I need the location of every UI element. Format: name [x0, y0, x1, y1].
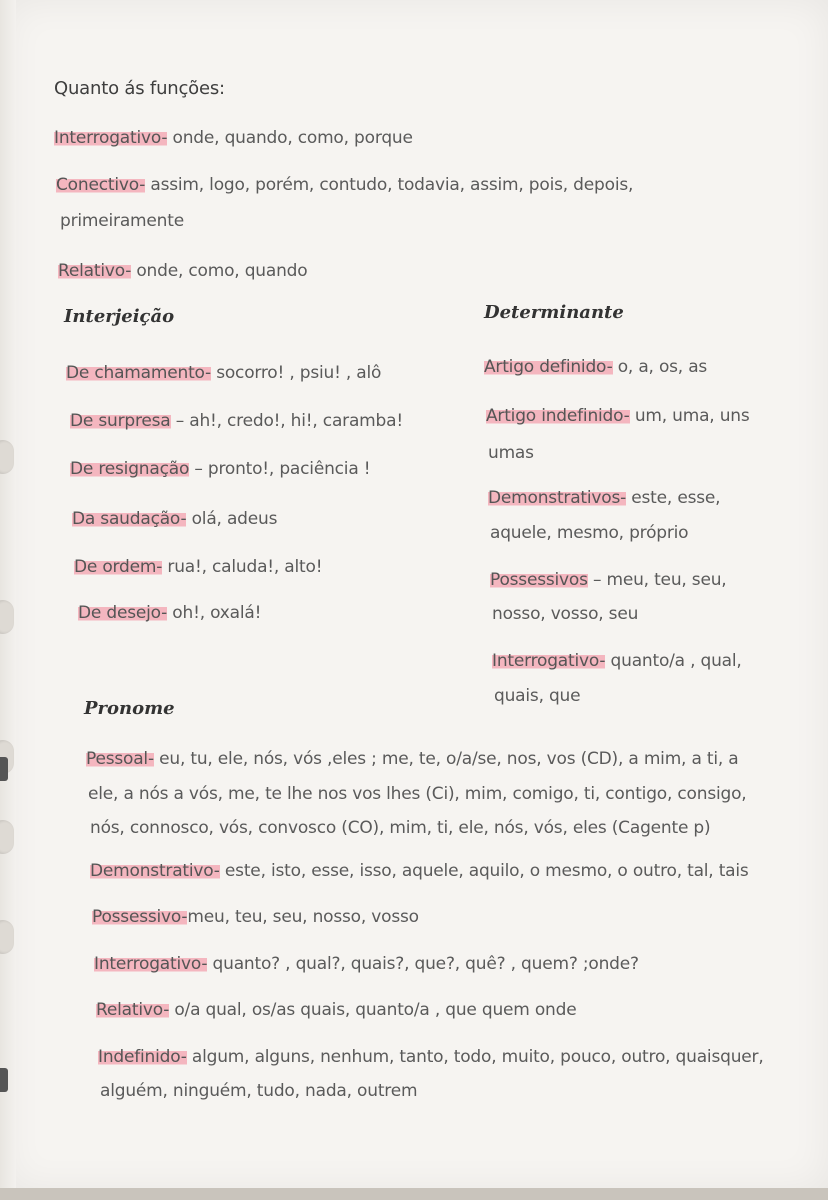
binder-hole	[0, 600, 14, 634]
pronome-item	[86, 748, 739, 770]
binder-hole	[0, 820, 14, 854]
determinante-continuation: quais, que	[494, 686, 581, 706]
determinante-label: Possessivos	[490, 570, 588, 590]
pronome-text: eu, tu, ele, nós, vós ,eles ; me, te, o/a/se, nos, vos (CD), a mim, a ti, a	[153, 749, 739, 769]
funcao-item	[58, 260, 307, 282]
determinante-label: Demonstrativos-	[488, 488, 627, 508]
pronome-item	[90, 860, 749, 882]
section-title-interjeicao: Interjeição	[64, 306, 175, 327]
interjeicao-text: – ah!, credo!, hi!, caramba!	[170, 411, 403, 431]
binder-hole	[0, 920, 14, 954]
determinante-label: Artigo indefinido-	[486, 406, 630, 426]
binder-ring	[0, 1068, 8, 1092]
determinante-text: o, a, os, as	[612, 357, 708, 377]
interjeicao-label: De chamamento-	[66, 363, 211, 383]
funcao-label: Conectivo-	[56, 175, 146, 195]
funcao-item	[56, 174, 633, 196]
pronome-continuation: alguém, ninguém, tudo, nada, outrem	[100, 1081, 418, 1101]
pronome-label: Relativo-	[96, 1000, 170, 1020]
interjeicao-text: – pronto!, paciência !	[189, 459, 371, 479]
page-edge	[0, 1188, 828, 1200]
determinante-item	[486, 405, 750, 427]
page-heading: Quanto ás funções:	[54, 78, 225, 99]
interjeicao-text: rua!, caluda!, alto!	[162, 557, 323, 577]
pronome-text: este, isto, esse, isso, aquele, aquilo, o mesmo, o outro, tal, tais	[219, 861, 749, 881]
determinante-text: – meu, teu, seu,	[587, 570, 727, 590]
interjeicao-item	[78, 602, 261, 624]
interjeicao-item	[70, 458, 370, 480]
interjeicao-label: De resignação	[70, 459, 190, 479]
determinante-label: Artigo definido-	[484, 357, 613, 377]
binder-hole	[0, 440, 14, 474]
funcao-text: onde, como, quando	[131, 261, 308, 281]
determinante-continuation: aquele, mesmo, próprio	[490, 523, 689, 543]
pronome-item	[96, 999, 576, 1021]
determinante-text: um, uma, uns	[629, 406, 750, 426]
pronome-label: Indefinido-	[98, 1047, 187, 1067]
funcao-item	[54, 127, 413, 149]
interjeicao-label: De surpresa	[70, 411, 171, 431]
interjeicao-item	[70, 410, 403, 432]
section-title-determinante: Determinante	[484, 302, 624, 323]
funcao-continuation: primeiramente	[60, 211, 184, 231]
interjeicao-text: oh!, oxalá!	[167, 603, 262, 623]
determinante-text: este, esse,	[626, 488, 721, 508]
funcao-text: onde, quando, como, porque	[167, 128, 413, 148]
section-title-pronome: Pronome	[84, 698, 175, 719]
funcao-label: Relativo-	[58, 261, 132, 281]
pronome-text: o/a qual, os/as quais, quanto/a , que quem onde	[169, 1000, 577, 1020]
determinante-item	[492, 650, 742, 672]
interjeicao-item	[74, 556, 322, 578]
pronome-item	[92, 906, 419, 928]
binder-ring	[0, 757, 8, 781]
pronome-item	[98, 1046, 764, 1068]
interjeicao-item	[72, 508, 277, 530]
pronome-label: Demonstrativo-	[90, 861, 220, 881]
interjeicao-text: olá, adeus	[186, 509, 278, 529]
pronome-text: meu, teu, seu, nosso, vosso	[187, 907, 419, 927]
pronome-item	[94, 953, 639, 975]
pronome-continuation: ele, a nós a vós, me, te lhe nos vos lhes (Ci), mim, comigo, ti, contigo, consigo,	[88, 784, 747, 804]
pronome-continuation: nós, connosco, vós, convosco (CO), mim, ti, ele, nós, vós, eles (Cagente p)	[90, 818, 711, 838]
determinante-item	[484, 356, 707, 378]
interjeicao-label: De ordem-	[74, 557, 163, 577]
funcao-label: Interrogativo-	[54, 128, 168, 148]
funcao-text: assim, logo, porém, contudo, todavia, assim, pois, depois,	[145, 175, 634, 195]
pronome-label: Interrogativo-	[94, 954, 208, 974]
determinante-continuation: nosso, vosso, seu	[492, 604, 639, 624]
interjeicao-label: Da saudação-	[72, 509, 187, 529]
determinante-text: quanto/a , qual,	[605, 651, 742, 671]
interjeicao-item	[66, 362, 381, 384]
pronome-text: algum, alguns, nenhum, tanto, todo, muito, pouco, outro, quaisquer,	[186, 1047, 764, 1067]
determinante-item	[490, 569, 727, 591]
pronome-label: Pessoal-	[86, 749, 154, 769]
pronome-text: quanto? , qual?, quais?, que?, quê? , quem? ;onde?	[207, 954, 639, 974]
determinante-continuation: umas	[488, 443, 534, 463]
determinante-item	[488, 487, 720, 509]
interjeicao-text: socorro! , psiu! , alô	[210, 363, 382, 383]
determinante-label: Interrogativo-	[492, 651, 606, 671]
pronome-label: Possessivo-	[92, 907, 188, 927]
interjeicao-label: De desejo-	[78, 603, 168, 623]
